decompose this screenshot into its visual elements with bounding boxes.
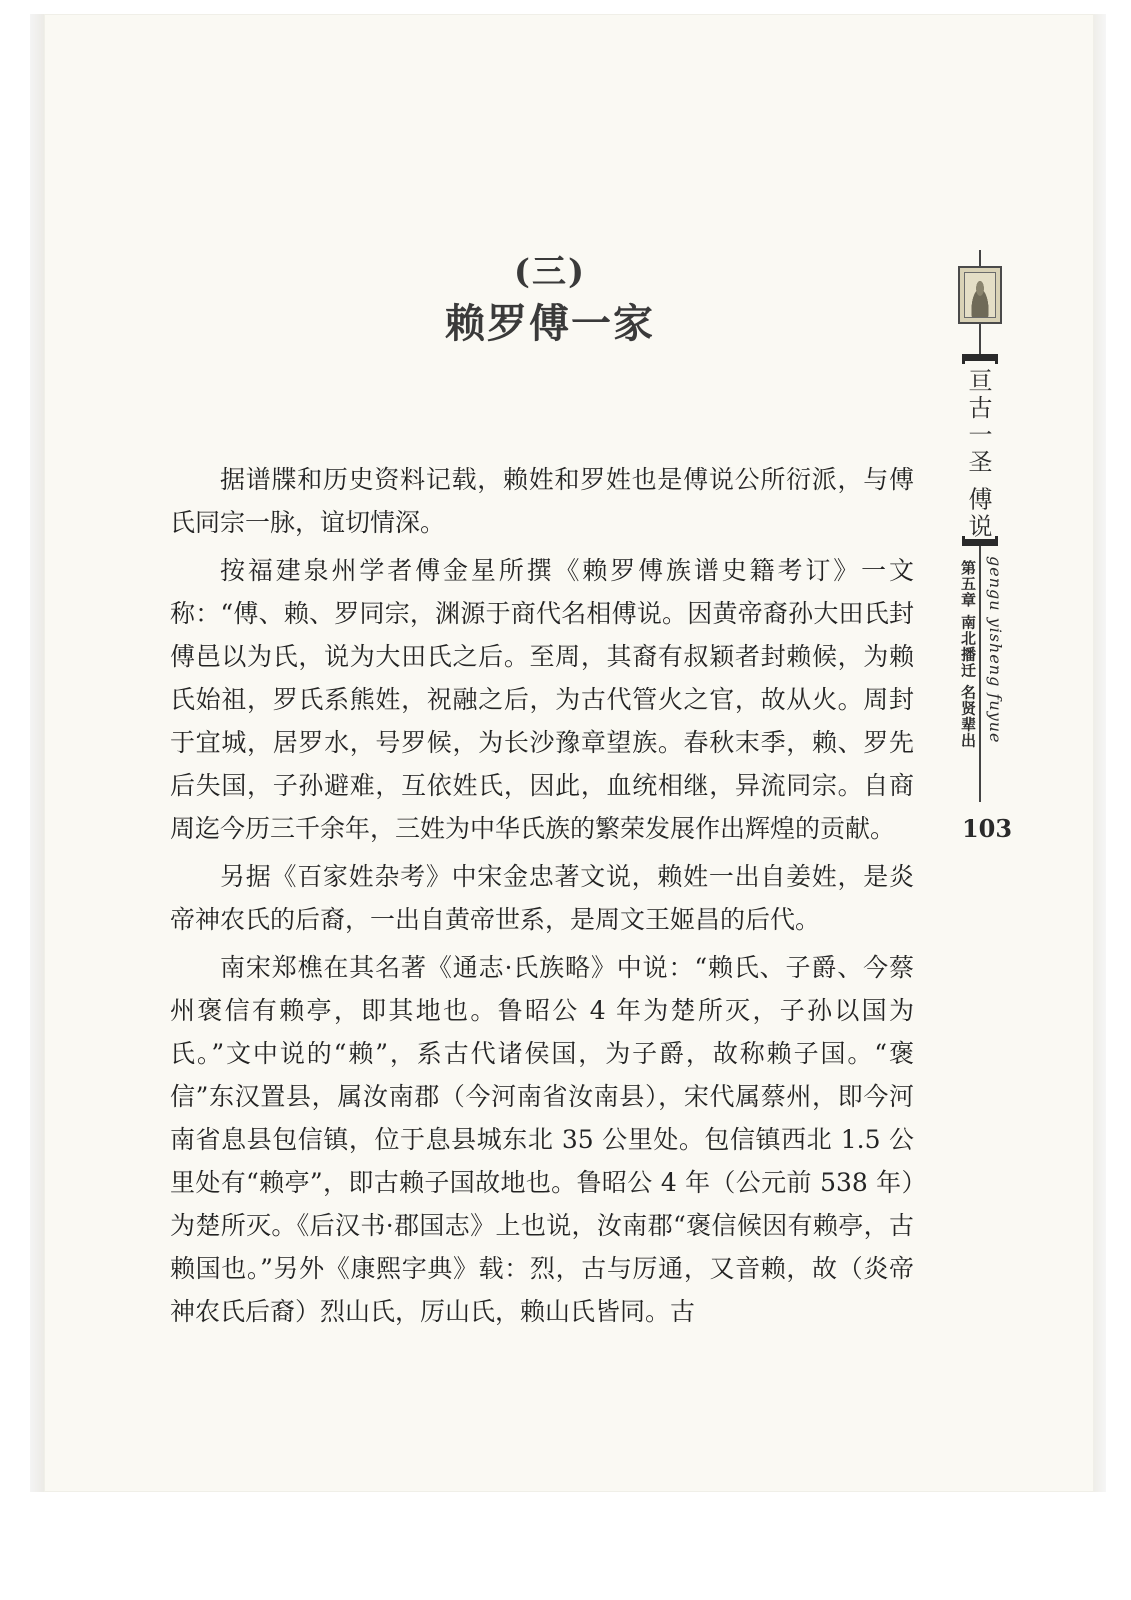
paragraph-2: 按福建泉州学者傅金星所撰《赖罗傅族谱史籍考订》一文称：“傅、赖、罗同宗，渊源于商代名相傅说。因黄帝裔孙大田氏封傅邑以为氏，说为大田氏之后。至周，其裔有叔颖者封赖候，为赖氏始祖，罗氏系熊姓，祝融之后，为古代管火之官，故从火。周封于宜城，居罗水，号罗候，为长沙豫章望族。春秋末季，赖、罗先后失国，子孙避难，互依姓氏，因此，血统相继，异流同宗。自商周迄今历三千余年，三姓为中华氏族的繁荣发展作出辉煌的贡献。	[170, 556, 914, 843]
section-number: (三)	[513, 252, 587, 292]
header-rule-top	[979, 250, 981, 266]
title-bracket-top	[962, 354, 998, 364]
body-text	[170, 458, 914, 1333]
portrait-icon	[958, 266, 1002, 324]
page-number: 103	[961, 814, 1013, 843]
header-rule-upper	[979, 324, 981, 354]
paragraph-3: 另据《百家姓杂考》中宋金忠著文说，赖姓一出自姜姓，是炎帝神农氏的后裔，一出自黄帝世系，是周文王姬昌的后代。	[170, 862, 914, 934]
series-title: 亘古一圣 傅说	[964, 368, 992, 541]
page-edge-right	[1094, 14, 1106, 1492]
paragraph-4: 南宋郑樵在其名著《通志·氏族略》中说：“赖氏、子爵、今蔡州褒信有赖亭，即其地也。鲁昭公 4 年为楚所灭，子孙以国为氏。”文中说的“赖”，系古代诸侯国，为子爵，故称赖子国。“褒信”东汉置县，属汝南郡（今河南省汝南县），宋代属蔡州，即今河南省息县包信镇，位于息县城东北 35 公里处。包信镇西北 1.5 公里处有“赖亭”，即古赖子国故地也。鲁昭公 4 年（公元前 538 年）为楚所灭。《后汉书·郡国志》上也说，汝南郡“褒信候因有赖亭，古赖国也。”另外《康熙字典》载：烈，古与厉通，又音赖，故（炎帝神农氏后裔）烈山氏，厉山氏，赖山氏皆同。古	[170, 953, 914, 1326]
title-bracket-bottom	[962, 536, 998, 546]
portrait-image	[964, 272, 996, 318]
series-pinyin: gengu yisheng fuyue	[986, 556, 1005, 744]
header-rule-lower	[979, 546, 981, 802]
page-edge-left	[30, 14, 44, 1492]
paragraph-1: 据谱牒和历史资料记载，赖姓和罗姓也是傅说公所衍派，与傅氏同宗一脉，谊切情深。	[170, 465, 914, 537]
chapter-label: 第五章 南北播迁 名贤辈出	[959, 560, 977, 749]
section-title: 赖罗傅一家	[445, 300, 655, 347]
